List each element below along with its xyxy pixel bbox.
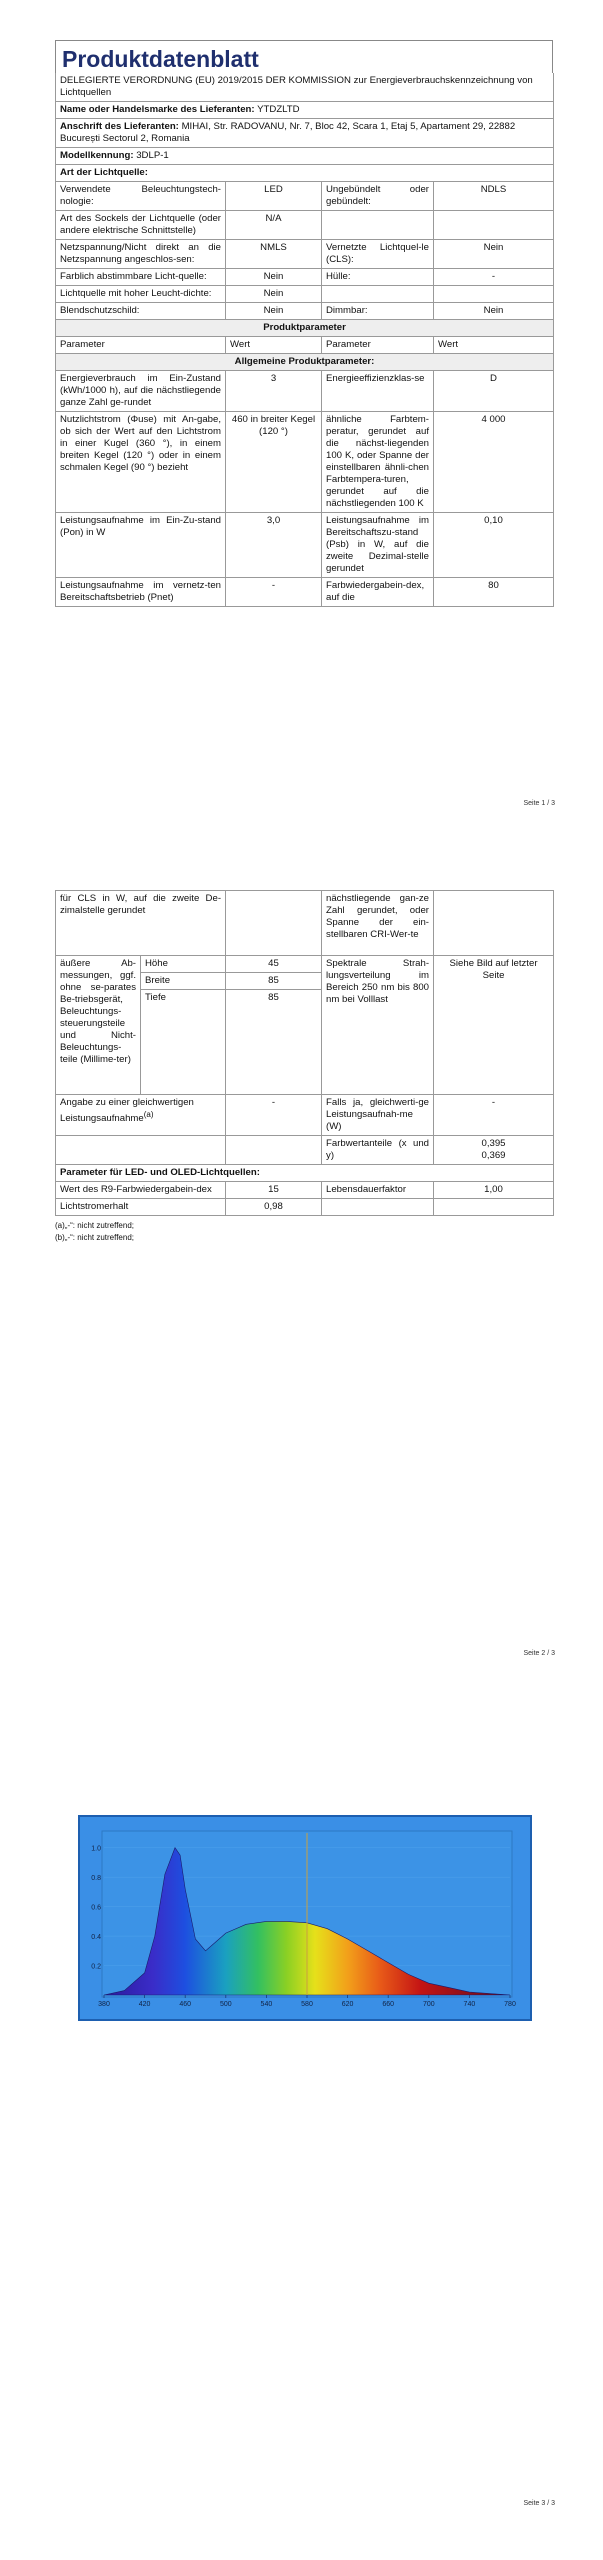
param-value: Nein (434, 303, 554, 320)
param-value (226, 1136, 322, 1165)
x-tick-label: 420 (138, 2001, 151, 2008)
x-tick-label: 620 (341, 2001, 354, 2008)
x-tick-label: 500 (219, 2001, 232, 2008)
dimension-value: 45 (226, 956, 322, 973)
x-tick-label: 780 (504, 2001, 516, 2008)
x-tick-label: 740 (463, 2001, 476, 2008)
param-label: Art des Sockels der Lichtquelle (oder andere elektrische Schnittstelle) (56, 211, 226, 240)
param-label (322, 211, 434, 240)
param-value: 460 in breiter Kegel (120 °) (226, 412, 322, 513)
y-tick-label: 0.2 (91, 1963, 101, 1971)
param-label: Farbwiedergabein-dex, auf die (322, 578, 434, 607)
param-label: Farbwertanteile (x und y) (322, 1136, 434, 1165)
param-value (434, 1199, 554, 1216)
param-value: LED (226, 182, 322, 211)
supplier-name: YTDZLTD (257, 104, 300, 115)
model-row (56, 148, 554, 165)
table-row (56, 182, 554, 211)
footnotes (55, 1220, 553, 1244)
param-value: - (226, 1095, 322, 1136)
param-value: - (434, 1095, 554, 1136)
table-row (56, 303, 554, 320)
param-label: Vernetzte Lichtquel-le (CLS): (322, 240, 434, 269)
product-params-header: Produktparameter (56, 320, 554, 337)
y-ticks (91, 1846, 101, 1971)
param-label: Energieeffizienzklas-se (322, 371, 434, 412)
param-value: - (226, 578, 322, 607)
param-value: 80 (434, 578, 554, 607)
x-tick-label: 460 (179, 2001, 192, 2008)
datasheet-part-1 (55, 40, 553, 607)
param-value: NMLS (226, 240, 322, 269)
param-label: Hülle: (322, 269, 434, 286)
supplier-name-row (56, 102, 554, 119)
page-footer: Seite 3 / 3 (523, 2500, 555, 2507)
dimension-name: Höhe (141, 956, 226, 973)
param-label: Wert des R9-Farbwiedergabein-dex (56, 1182, 226, 1199)
page-title: Produktdatenblatt (55, 40, 553, 73)
param-value: 0,98 (226, 1199, 322, 1216)
param-value (434, 1136, 554, 1165)
table-row (56, 371, 554, 412)
param-label: Leistungsaufnahme im vernetz-ten Bereitschaftsbetrieb (Pnet) (56, 578, 226, 607)
table-row (56, 412, 554, 513)
param-label: Lichtquelle mit hoher Leucht-dichte: (56, 286, 226, 303)
param-label: für CLS in W, auf die zweite De-zimalstelle gerundet (56, 891, 226, 956)
param-label: Verwendete Beleuchtungstech-nologie: (56, 182, 226, 211)
table-row (56, 211, 554, 240)
dimension-name: Breite (141, 973, 226, 990)
table-row (56, 891, 554, 956)
light-source-type-header: Art der Lichtquelle: (56, 165, 554, 182)
param-value: NDLS (434, 182, 554, 211)
table-row (56, 513, 554, 578)
param-value: 15 (226, 1182, 322, 1199)
spectral-value: Siehe Bild auf letzter Seite (434, 956, 554, 1095)
param-label: Energieverbrauch im Ein-Zustand (kWh/1000 h), auf die nächstliegende ganze Zahl ge-rundet (56, 371, 226, 412)
param-value (434, 891, 554, 956)
table-row (56, 1199, 554, 1216)
datasheet-part-2 (55, 890, 553, 1244)
param-value (226, 891, 322, 956)
param-value: 3 (226, 371, 322, 412)
equiv-label: Angabe zu einer gleichwertigen Leistungsaufnahme (60, 1097, 194, 1125)
param-label (56, 1095, 226, 1136)
supplier-address: MIHAI, Str. RADOVANU, Nr. 7, Bloc 42, Scara 1, Etaj 5, Apartament 29, 22882 București Sectorul 2, Romania (60, 121, 516, 144)
param-label: Farblich abstimmbare Licht-quelle: (56, 269, 226, 286)
param-label: nächstliegende gan-ze Zahl gerundet, oder Spanne der ein-stellbaren CRI-Wer-te (322, 891, 434, 956)
footnote: (b)„-“: nicht zutreffend; (55, 1233, 134, 1242)
param-label: Leistungsaufnahme im Bereitschaftszu-stand (Psb) in W, auf die zweite Dezimal-stelle gerundet (322, 513, 434, 578)
param-label (322, 286, 434, 303)
dimensions-label: äußere Ab-messungen, ggf. ohne se-parates Be-triebsgerät, Beleuchtungs-steuerungsteile und Nicht-Beleuchtungs-teile (Millime-ter) (56, 956, 141, 1095)
param-label: Blendschutzschild: (56, 303, 226, 320)
x-tick-label: 580 (301, 2001, 313, 2008)
supplier-address-label: Anschrift des Lieferanten: (60, 121, 179, 132)
param-value: - (434, 269, 554, 286)
page-2 (0, 880, 603, 1680)
x-tick-label: 660 (382, 2001, 395, 2008)
dimension-name: Tiefe (141, 990, 226, 1095)
y-tick-label: 0.4 (91, 1934, 101, 1942)
param-label: Netzspannung/Nicht direkt an die Netzspannung angeschlos-sen: (56, 240, 226, 269)
table-row (56, 286, 554, 303)
page-footer: Seite 1 / 3 (523, 800, 555, 807)
spectral-label: Spektrale Strah-lungsverteilung im Bereich 250 nm bis 800 nm bei Volllast (322, 956, 434, 1095)
column-header: Parameter (322, 337, 434, 354)
column-header: Parameter (56, 337, 226, 354)
page-footer: Seite 2 / 3 (523, 1650, 555, 1657)
page-1 (0, 0, 603, 820)
general-params-header: Allgemeine Produktparameter: (56, 354, 554, 371)
param-value: Nein (226, 286, 322, 303)
param-value: Nein (226, 303, 322, 320)
dimension-value: 85 (226, 973, 322, 990)
x-tick-label: 700 (422, 2001, 435, 2008)
datasheet-table (55, 73, 554, 607)
chroma-y: 0,369 (481, 1150, 506, 1161)
table-row (56, 956, 554, 973)
dimension-value: 85 (226, 990, 322, 1095)
param-label: Ungebündelt oder gebündelt: (322, 182, 434, 211)
x-tick-label: 380 (98, 2001, 110, 2008)
table-row (56, 578, 554, 607)
param-label: Dimmbar: (322, 303, 434, 320)
param-label: Falls ja, gleichwerti-ge Leistungsaufnah-me (W) (322, 1095, 434, 1136)
supplier-name-label: Name oder Handelsmarke des Lieferanten: (60, 104, 255, 115)
param-value: 0,10 (434, 513, 554, 578)
y-tick-label: 0.8 (91, 1875, 101, 1883)
led-params-header: Parameter für LED- und OLED-Lichtquellen: (56, 1165, 554, 1182)
datasheet-table-cont (55, 890, 554, 1216)
param-label (322, 1199, 434, 1216)
param-label: ähnliche Farbtem-peratur, gerundet auf die nächst-liegenden 100 K, oder Spanne der einstellbaren ähnli-chen Farbtempera-turen, gerundet auf die nächstliegenden 100 K (322, 412, 434, 513)
regulation-text: DELEGIERTE VERORDNUNG (EU) 2019/2015 DER KOMMISSION zur Energieverbrauchskennzeichnung von Lichtquellen (56, 73, 554, 102)
param-value: Nein (226, 269, 322, 286)
column-header: Wert (226, 337, 322, 354)
model-label: Modellkennung: (60, 150, 134, 161)
y-tick-label: 0.6 (91, 1904, 101, 1912)
model-id: 3DLP-1 (136, 150, 169, 161)
param-value (434, 286, 554, 303)
param-label (56, 1136, 226, 1165)
x-tick-label: 540 (260, 2001, 273, 2008)
param-value: N/A (226, 211, 322, 240)
column-header-row (56, 337, 554, 354)
table-row (56, 1182, 554, 1199)
table-row (56, 1095, 554, 1136)
param-value (434, 211, 554, 240)
supplier-address-row (56, 119, 554, 148)
spectral-chart (78, 1815, 532, 2021)
chroma-x: 0,395 (481, 1138, 506, 1149)
param-value: D (434, 371, 554, 412)
table-row (56, 269, 554, 286)
param-label: Lichtstromerhalt (56, 1199, 226, 1216)
param-value: Nein (434, 240, 554, 269)
footnote: (a)„-“: nicht zutreffend; (55, 1221, 134, 1230)
param-label: Leistungsaufnahme im Ein-Zu-stand (Pon) in W (56, 513, 226, 578)
param-label: Lebensdauerfaktor (322, 1182, 434, 1199)
spectral-chart-svg (80, 1817, 530, 2019)
param-value: 1,00 (434, 1182, 554, 1199)
column-header: Wert (434, 337, 554, 354)
param-value: 3,0 (226, 513, 322, 578)
table-row (56, 1136, 554, 1165)
y-tick-label: 1.0 (91, 1845, 101, 1853)
param-label: Nutzlichtstrom (Φuse) mit An-gabe, ob sich der Wert auf den Lichtstrom in einer Kugel (360 °), in einem breiten Kegel (120 °) oder in einem schmalen Kegel (90 °) bezieht (56, 412, 226, 513)
table-row (56, 240, 554, 269)
param-value: 4 000 (434, 412, 554, 513)
footnote-ref: (a) (143, 1110, 154, 1119)
